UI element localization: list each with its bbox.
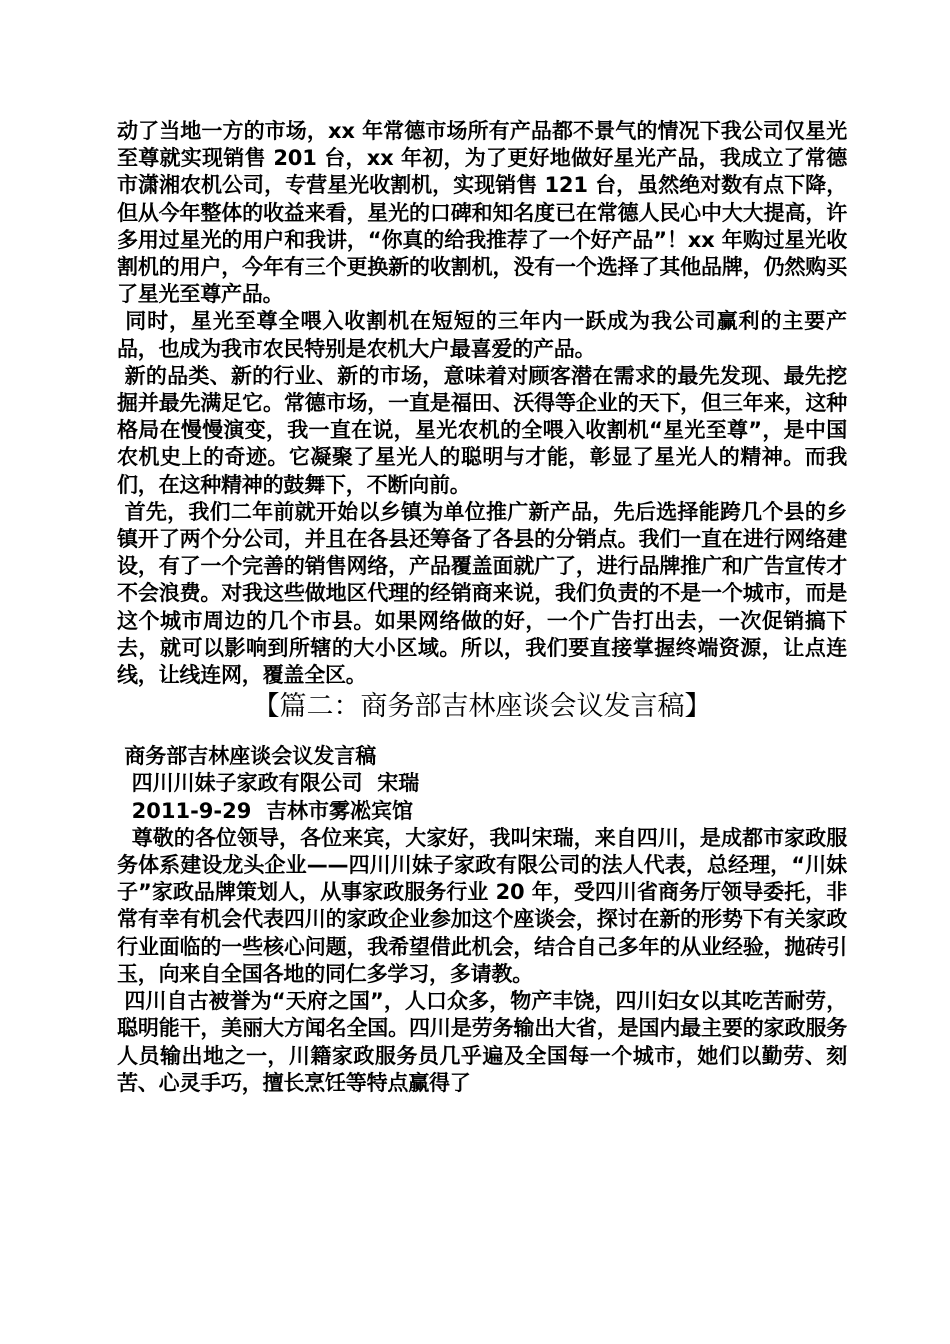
speech-author: 四川川妹子家政有限公司 宋瑞 — [117, 771, 420, 796]
section-heading: 【篇二：商务部吉林座谈会议发言稿】 — [252, 691, 712, 723]
body-paragraph: 动了当地一方的市场，xx 年常德市场所有产品都不景气的情况下我公司仅星光至尊就实现销售 201 台，xx 年初，为了更好地做好星光产品，我成立了常德市潇湘农机公司，专营星光收割机，实现销售 121 台，虽然绝对数有点下降，但从今年整体的收益来看，星光的口碑和知名度已在常德人民心中大大提高，许多用过星光的用户和我讲，“你真的给我推荐了一个好产品”！xx 年购过星光收割机的用户，今年有三个更换新的收割机，没有一个选择了其他品牌，仍然购买了星光至尊产品。 — [117, 119, 847, 307]
body-paragraph: 四川自古被誉为“天府之国”，人口众多，物产丰饶，四川妇女以其吃苦耐劳，聪明能干，美丽大方闻名全国。四川是劳务输出大省，是国内最主要的家政服务人员输出地之一，川籍家政服务员几乎遍及全国每一个城市，她们以勤劳、刻苦、心灵手巧，擅长烹饪等特点赢得了 — [117, 989, 847, 1095]
speech-date-place: 2011-9-29 吉林市雾凇宾馆 — [117, 798, 413, 823]
body-paragraph: 新的品类、新的行业、新的市场，意味着对顾客潜在需求的最先发现、最先挖掘并最先满足它。常德市场，一直是福田、沃得等企业的天下，但三年来，这种格局在慢慢演变，我一直在说，星光农机的全喂入收割机“星光至尊”，是中国农机史上的奇迹。它凝聚了星光人的聪明与才能，彰显了星光人的精神。而我们，在这种精神的鼓舞下，不断向前。 — [117, 363, 847, 497]
body-paragraph: 首先，我们二年前就开始以乡镇为单位推广新产品，先后选择能跨几个县的乡镇开了两个分公司，并且在各县还筹备了各县的分销点。我们一直在进行网络建设，有了一个完善的销售网络，产品覆盖面就广了，进行品牌推广和广告宣传才不会浪费。对我这些做地区代理的经销商来说，我们负责的不是一个城市，而是这个城市周边的几个市县。如果网络做的好，一个广告打出去，一次促销搞下去，就可以影响到所辖的大小区域。所以，我们要直接掌握终端资源，让点连线，让线连网，覆盖全区。 — [117, 499, 847, 688]
speech-title: 商务部吉林座谈会议发言稿 — [117, 744, 377, 769]
document-page — [117, 118, 847, 1097]
body-paragraph: 尊敬的各位领导，各位来宾，大家好，我叫宋瑞，来自四川，是成都市家政服务体系建设龙头企业——四川川妹子家政有限公司的法人代表，总经理，“川妹子”家政品牌策划人，从事家政服务行业 20 年，受四川省商务厅领导委托，非常有幸有机会代表四川的家政企业参加这个座谈会，探讨在新的形势下有关家政行业面临的一些核心问题，我希望借此机会，结合自己多年的从业经验，抛砖引玉，向来自全国各地的同仁多学习，多请教。 — [117, 825, 847, 986]
body-paragraph: 同时，星光至尊全喂入收割机在短短的三年内一跃成为我公司赢利的主要产品，也成为我市农民特别是农机大户最喜爱的产品。 — [117, 309, 847, 361]
